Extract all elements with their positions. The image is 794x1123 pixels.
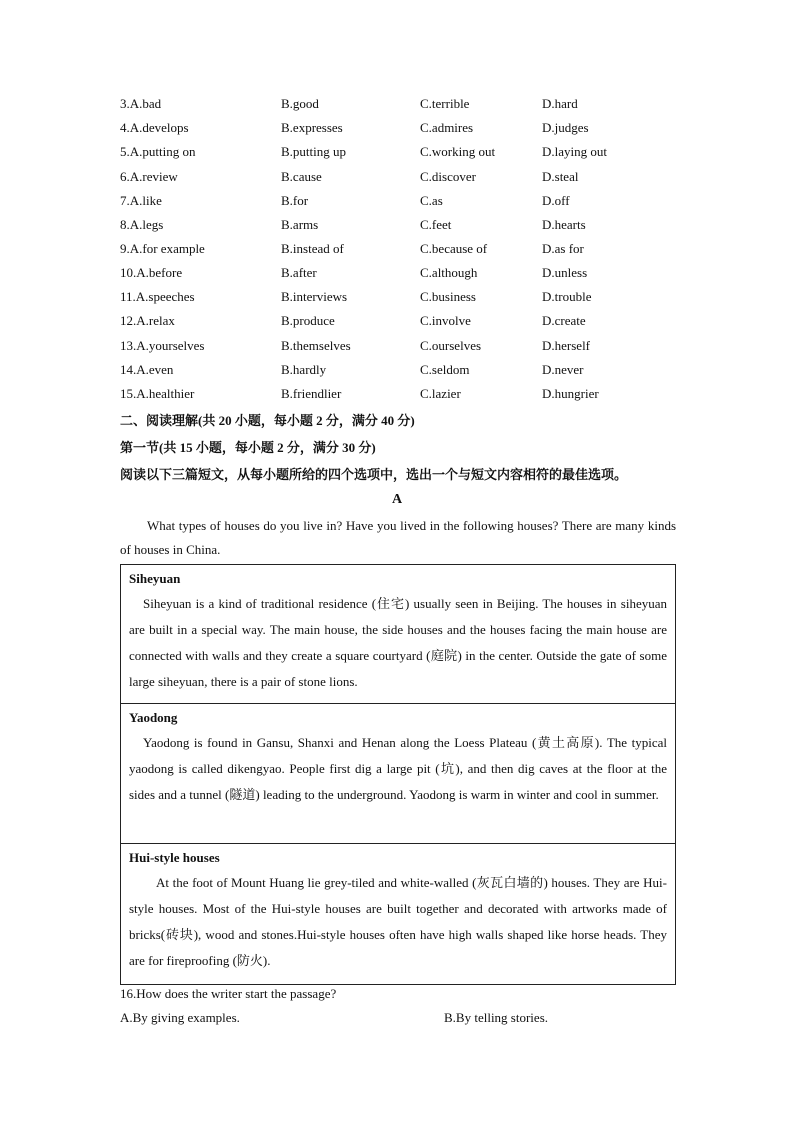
option-d: D.as for: [542, 241, 584, 256]
option-d: D.steal: [542, 169, 579, 184]
cell-body: Yaodong is found in Gansu, Shanxi and Henan along the Loess Plateau (黄土高原). The typical yaodong is called dikengyao. People first dig a large pit (坑), and then dig caves at the floor at the sides and a tunnel (隧道) leading to the underground. Yaodong is warm in winter and cool in summer.: [129, 735, 667, 802]
option-a: 12.A.relax: [120, 313, 175, 328]
option-c: C.seldom: [420, 362, 470, 377]
option-c: C.lazier: [420, 386, 461, 401]
option-row: [0, 384, 794, 404]
option-b: B.for: [281, 193, 309, 208]
option-d: D.create: [542, 313, 586, 328]
option-row: [0, 360, 794, 380]
option-d: D.hard: [542, 96, 578, 111]
option-b: B.interviews: [281, 289, 348, 304]
house-types-table: [120, 564, 676, 985]
option-d: D.unless: [542, 265, 588, 280]
option-b: B.expresses: [281, 120, 343, 135]
table-cell-yaodong: [121, 704, 675, 844]
option-c: C.involve: [420, 313, 471, 328]
subsection-title: 第一节(共 15 小题，每小题 2 分，满分 30 分): [120, 440, 376, 455]
option-c: C.ourselves: [420, 338, 482, 353]
option-d: D.hungrier: [542, 386, 599, 401]
option-a: 10.A.before: [120, 265, 183, 280]
question-16: 16.How does the writer start the passage?: [120, 986, 337, 1001]
passage-intro: What types of houses do you live in? Have you lived in the following houses? There are many kinds of houses in China.: [120, 518, 676, 557]
cell-body: Siheyuan is a kind of traditional residence (住宅) usually seen in Beijing. The houses in siheyuan are built in a special way. The main house, the side houses and the houses facing the main house are connected with walls and they create a square courtyard (庭院) in the center. Outside the gate of some large siheyuan, there is a pair of stone lions.: [129, 596, 667, 689]
option-c: C.although: [420, 265, 478, 280]
option-b: B.friendlier: [281, 386, 342, 401]
table-cell-hui-style: [121, 844, 675, 984]
option-d: D.off: [542, 193, 570, 208]
option-d: D.herself: [542, 338, 591, 353]
option-b: B.arms: [281, 217, 319, 232]
option-c: C.discover: [420, 169, 476, 184]
option-row: [0, 215, 794, 235]
option-b: B.instead of: [281, 241, 344, 256]
option-row: [0, 118, 794, 138]
option-row: [0, 311, 794, 331]
option-row: [0, 239, 794, 259]
option-d: D.never: [542, 362, 584, 377]
passage-label: A: [391, 492, 403, 507]
option-row: [0, 167, 794, 187]
option-a: 9.A.for example: [120, 241, 205, 256]
instruction: 阅读以下三篇短文，从每小题所给的四个选项中，选出一个与短文内容相符的最佳选项。: [120, 467, 628, 482]
option-a: 3.A.bad: [120, 96, 162, 111]
option-a: 5.A.putting on: [120, 144, 196, 159]
option-c: C.as: [420, 193, 443, 208]
option-a: 4.A.develops: [120, 120, 189, 135]
answer-option-a: A.By giving examples.: [120, 1010, 240, 1025]
cell-body: At the foot of Mount Huang lie grey-tiled and white-walled (灰瓦白墙的) houses. They are Hui-style houses. Most of the Hui-style houses are built together and decorated with artworks made of bricks(砖块), wood and stones.Hui-style houses often have high walls shaped like horse heads. They are for fireproofing (防火).: [129, 875, 667, 968]
option-b: B.after: [281, 265, 317, 280]
option-b: B.putting up: [281, 144, 347, 159]
option-c: C.feet: [420, 217, 452, 232]
cell-title: Yaodong: [129, 710, 178, 725]
option-b: B.themselves: [281, 338, 351, 353]
option-d: D.trouble: [542, 289, 592, 304]
option-c: C.because of: [420, 241, 488, 256]
option-a: 11.A.speeches: [120, 289, 195, 304]
option-b: B.hardly: [281, 362, 327, 377]
option-d: D.laying out: [542, 144, 607, 159]
option-b: B.produce: [281, 313, 335, 328]
option-d: D.hearts: [542, 217, 586, 232]
cell-title: Hui-style houses: [129, 850, 220, 865]
option-d: D.judges: [542, 120, 589, 135]
cell-title: Siheyuan: [129, 571, 181, 586]
option-b: B.cause: [281, 169, 322, 184]
section-title: 二、阅读理解(共 20 小题，每小题 2 分，满分 40 分): [120, 413, 415, 428]
option-b: B.good: [281, 96, 319, 111]
option-row: [0, 191, 794, 211]
option-row: [0, 263, 794, 283]
option-row: [0, 336, 794, 356]
answer-option-b: B.By telling stories.: [444, 1010, 548, 1025]
option-a: 14.A.even: [120, 362, 174, 377]
option-row: [0, 287, 794, 307]
option-row: [0, 94, 794, 114]
option-a: 6.A.review: [120, 169, 178, 184]
option-c: C.business: [420, 289, 476, 304]
table-cell-siheyuan: [121, 565, 675, 704]
option-a: 8.A.legs: [120, 217, 164, 232]
option-c: C.terrible: [420, 96, 470, 111]
option-c: C.working out: [420, 144, 496, 159]
option-row: [0, 142, 794, 162]
option-a: 7.A.like: [120, 193, 162, 208]
option-c: C.admires: [420, 120, 474, 135]
option-a: 15.A.healthier: [120, 386, 195, 401]
option-a: 13.A.yourselves: [120, 338, 205, 353]
